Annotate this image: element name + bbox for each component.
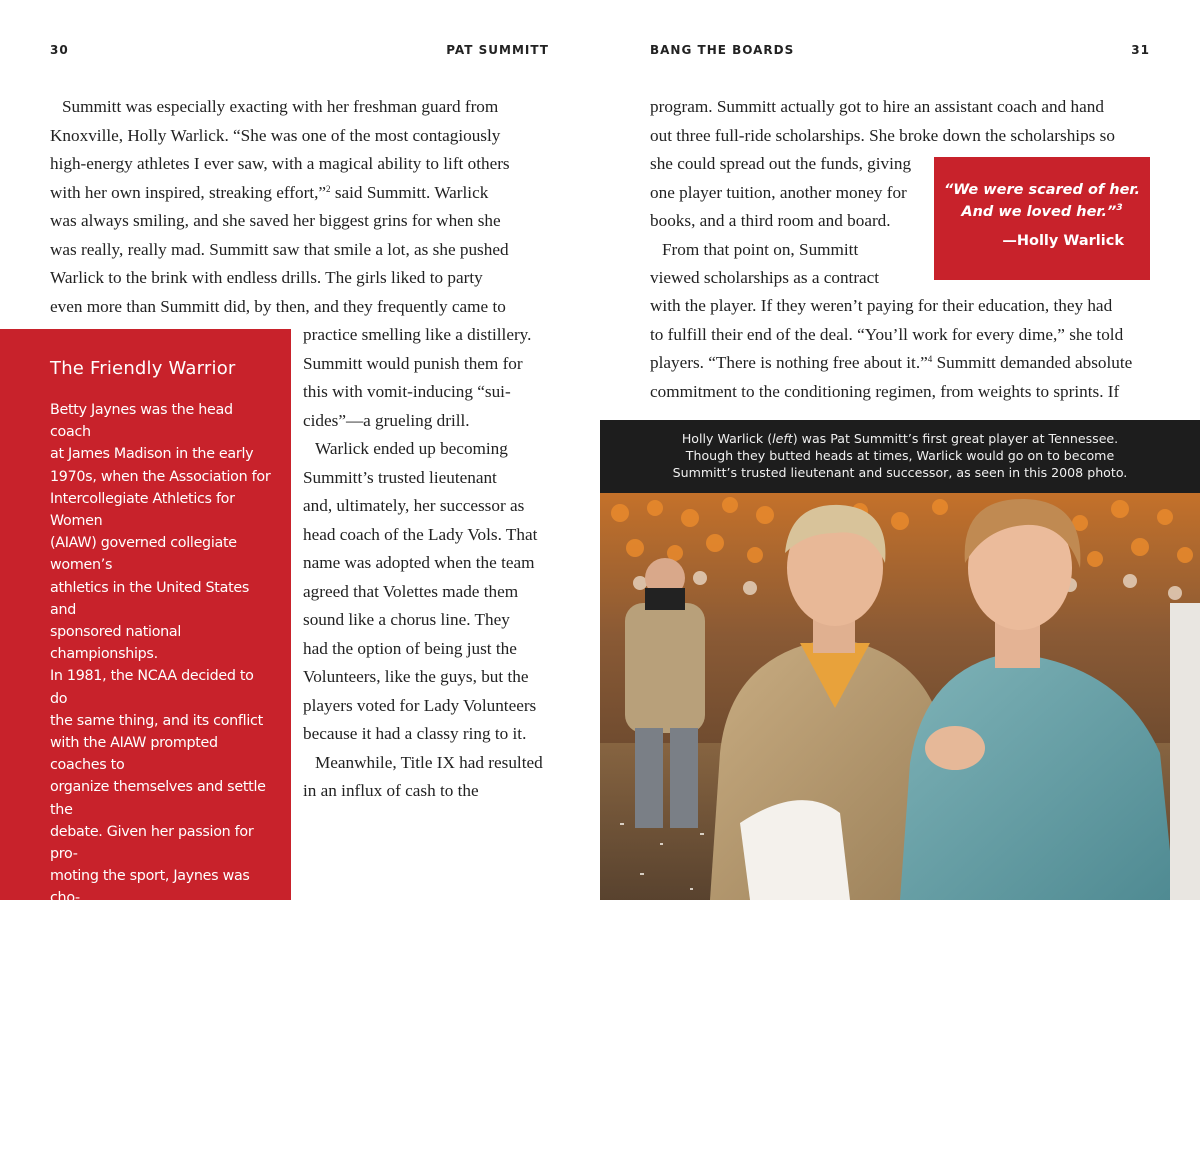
sidebar-line: fifteen years. Though she dedicated [50,1023,226,1062]
sidebar-line: organize themselves and settle the [50,779,266,818]
photo-caption-box [600,420,1200,493]
text-line: Summitt was especially exacting with her freshman guard from [62,97,499,116]
text-line: Summitt would punish them for [303,353,523,373]
text-line: players voted for Lady Volunteers [303,695,537,715]
text-line: one player tuition, another money for [650,182,907,202]
text-line: Knoxville, Holly Warlick. “She was one of the most contagiously [50,125,501,145]
text-line: with the player. If they weren’t paying for their education, they had [650,296,1113,315]
text-line: players. “There is nothing free about it.”$^4$ Summitt demanded absolute [650,353,1133,372]
page-number-left: 30 [50,43,69,57]
running-head-left: PAT SUMMITT [446,43,549,57]
sidebar-line: at James Madison in the early [50,446,254,463]
endnote-ref[interactable]: 3 [1116,203,1123,213]
sidebar-line: Coaches Association as executive [50,957,211,996]
text-line: to fulfill their end of the deal. “You’ll work for every dime,” she told [650,324,1124,344]
sidebar-line: debate. Given her passion for pro- [50,823,254,863]
sidebar-line: sponsored national championships. [50,624,182,663]
text-line: Volunteers, like the guys, but the [303,667,529,686]
text-line: viewed scholarships as a contract [650,268,880,287]
text-line: out three full-ride scholarships. She broke down the scholarships so [650,125,1115,145]
left-column-text [303,321,553,806]
text-line: Summitt’s trusted lieutenant [303,467,497,487]
text-line: high-energy athletes I ever saw, with a magical ability to lift others [50,154,510,173]
text-line: head coach of the Lady Vols. That [303,524,538,544]
sidebar-line: moting the sport, Jaynes was cho- [50,868,250,907]
sidebar-line: Intercollegiate Athletics for Women [50,490,235,530]
sidebar-box [0,329,291,1151]
sidebar-line: with the AIAW prompted coaches to [50,735,218,774]
sidebar-line: Betty Jaynes was the head coach [50,402,233,441]
text-line: cides”—a grueling drill. [303,410,470,430]
running-head-right: BANG THE BOARDS [650,43,795,57]
page-number-right: 31 [1131,43,1150,57]
pull-quote-attribution: —Holly Warlick [1002,233,1124,249]
text-line: and, ultimately, her successor as [303,496,525,515]
text-line: agreed that Volettes made them [303,581,519,601]
text-line: was really, really mad. Summitt saw that smile a lot, as she pushed [50,239,509,259]
sidebar-line: Jaynes was known for her soft voice [50,1090,256,1129]
sidebar-line: 1970s, when the Association for [50,468,271,485]
text-line: this with vomit-inducing “sui- [303,382,511,401]
pull-quote-box [934,157,1150,280]
text-line: program. Summitt actually got to hire an assistant coach and hand [650,97,1104,116]
text-line: From that point on, Summitt [662,239,859,259]
text-line: practice smelling like a distillery. [303,325,532,344]
text-line: was always smiling, and she saved her biggest grins for when she [50,211,501,230]
text-line: because it had a classy ring to it. [303,724,527,743]
right-body-text-bottom [650,292,1160,406]
text-line: in an influx of cash to the [303,781,479,800]
sidebar-line: and ever-present smile. [50,1134,213,1151]
sidebar-line: her life to the fight for equality, [50,1068,265,1085]
sidebar-title: The Friendly Warrior [50,358,236,379]
sidebar-line: athletics in the United States and [50,579,250,618]
text-line: name was adopted when the team [303,553,535,572]
text-line: with her own inspired, streaking effort,”$^2$ said Summitt. Warlick [50,182,489,202]
text-line: Meanwhile, Title IX had resulted [315,752,543,772]
text-line: books, and a third room and board. [650,211,891,230]
text-line: sound like a chorus line. They [303,610,510,629]
left-body-text [50,93,550,321]
sidebar-line: In 1981, the NCAA decided to do [50,668,254,707]
text-line: Warlick to the brink with endless drills. The girls liked to party [50,268,483,287]
text-line: she could spread out the funds, giving [650,154,912,173]
text-line: commitment to the conditioning regimen, from weights to sprints. If [650,381,1120,401]
endnote-ref[interactable]: 4 [927,354,933,364]
text-line: had the option of being just the [303,638,517,658]
pull-quote-text: “We were scared of her. And we loved her.”$^3$ [943,182,1141,220]
text-line: Warlick ended up becoming [315,439,508,458]
text-line: even more than Summitt did, by then, and they frequently came to [50,296,506,316]
sidebar-line: director, a position she held for [50,1001,265,1018]
endnote-ref[interactable]: 2 [326,183,331,194]
photo-summitt-warlick [600,493,1200,900]
photo-illustration [600,493,1200,900]
sidebar-text [50,399,272,1154]
sidebar-line: the same thing, and its conflict [50,712,263,729]
photo-caption: Holly Warlick (left) was Pat Summitt’s first great player at Tennessee. Though they butted heads at times, Warlick would go on to become Summitt’s trusted lieutenant and successor, as seen in this 2008 photo. [672,431,1128,480]
sidebar-line: (AIAW) governed collegiate women’s [50,535,237,574]
sidebar-line: sen to lead the Women’s Basketball [50,912,221,951]
